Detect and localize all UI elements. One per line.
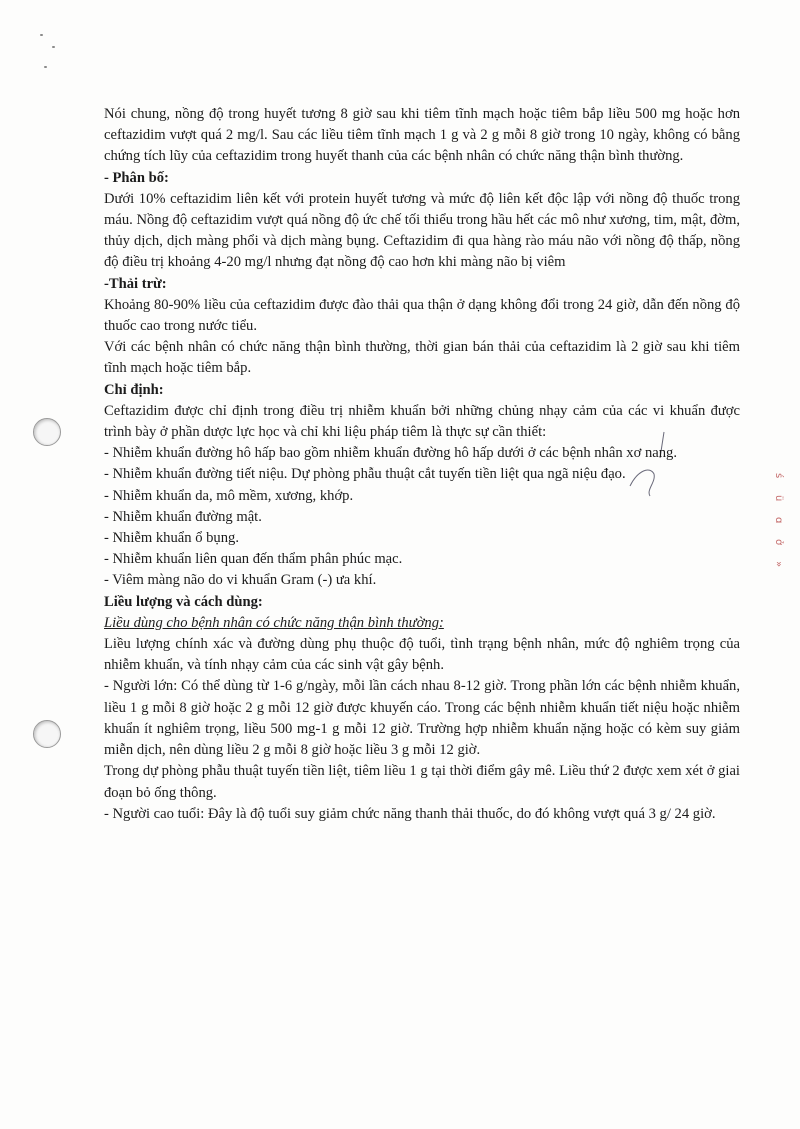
heading-distribution: - Phân bố: xyxy=(104,169,169,186)
paragraph-dosage-intro: Liều lượng chính xác và đường dùng phụ thuộc độ tuổi, tình trạng bệnh nhân, mức độ nghiêm trọng của nhiễm khuẩn, và tính nhạy cảm của các sinh vật gây bệnh. xyxy=(104,636,740,674)
document-body xyxy=(104,104,740,825)
scan-speck xyxy=(40,34,43,36)
paragraph-indications: Ceftazidim được chỉ định trong điều trị nhiễm khuẩn bởi những chủng nhạy cảm của các vi khuẩn được trình bày ở phần dược lực học và chỉ khi liệu pháp tiêm là thực sự cần thiết: xyxy=(104,402,740,441)
list-item: - Nhiễm khuẩn đường hô hấp bao gồm nhiễm khuẩn đường hô hấp dưới ở các bệnh nhân xơ nang. xyxy=(104,445,677,462)
scan-speck xyxy=(52,46,55,48)
paragraph-elimination-1: Khoảng 80-90% liều của ceftazidim được đào thải qua thận ở dạng không đổi trong 24 giờ, dẫn đến nồng độ thuốc cao trong nước tiểu. xyxy=(104,296,740,335)
list-item: - Nhiễm khuẩn liên quan đến thẩm phân phúc mạc. xyxy=(104,551,403,568)
list-item: - Nhiễm khuẩn đường mật. xyxy=(104,508,262,525)
list-item: - Viêm màng não do vi khuẩn Gram (-) ưa khí. xyxy=(104,572,377,589)
scan-speck xyxy=(44,66,47,68)
punch-hole-icon xyxy=(33,418,61,446)
subheading-normal-renal: Liều dùng cho bệnh nhân có chức năng thận bình thường: xyxy=(104,614,444,631)
list-item: - Nhiễm khuẩn da, mô mềm, xương, khớp. xyxy=(104,487,354,504)
margin-stamp-marks: ś ü ɑ ở » xyxy=(773,473,784,568)
heading-indications: Chỉ định: xyxy=(104,381,164,398)
paragraph-distribution: Dưới 10% ceftazidim liên kết với protein huyết tương và mức độ liên kết độc lập với nồng độ thuốc trong máu. Nồng độ ceftazidim vượt quá nồng độ ức chế tối thiểu trong hầu hết các mô như xương, tim, mật, đờm, thủy dịch, dịch màng phổi và dịch màng bụng. Ceftazidim đi qua hàng rào máu não với nồng độ thấp, nồng độ điều trị khoảng 4-20 mg/l nhưng đạt nồng độ cao hơn khi màng não bị viêm xyxy=(104,190,740,271)
punch-hole-icon xyxy=(33,720,61,748)
paragraph-elimination-2: Với các bệnh nhân có chức năng thận bình thường, thời gian bán thải của ceftazidim là 2 giờ sau khi tiêm tĩnh mạch hoặc tiêm bắp. xyxy=(104,339,740,377)
paragraph-plasma-concentration: Nói chung, nồng độ trong huyết tương 8 giờ sau khi tiêm tĩnh mạch hoặc tiêm bắp liều 500 mg hoặc hơn ceftazidim vượt quá 2 mg/l. Sau các liều tiêm tĩnh mạch 1 g và 2 g mỗi 8 giờ trong 10 ngày, không có bằng chứng tích lũy của ceftazidim trong huyết thanh của các bệnh nhân có chức năng thận bình thường. xyxy=(104,106,740,165)
paragraph-prostate-prophylaxis: Trong dự phòng phẫu thuật tuyến tiền liệt, tiêm liều 1 g tại thời điểm gây mê. Liều thứ 2 được xem xét ở giai đoạn bỏ ống thông. xyxy=(104,763,740,801)
heading-dosage: Liều lượng và cách dùng: xyxy=(104,593,263,610)
list-item: - Nhiễm khuẩn ổ bụng. xyxy=(104,530,239,547)
list-item: - Nhiễm khuẩn đường tiết niệu. Dự phòng phẫu thuật cắt tuyến tiền liệt qua ngã niệu đạo. xyxy=(104,466,626,483)
heading-elimination: -Thải trừ: xyxy=(104,275,167,292)
paragraph-elderly: - Người cao tuổi: Đây là độ tuổi suy giảm chức năng thanh thải thuốc, do đó không vượt quá 3 g/ 24 giờ. xyxy=(104,805,716,822)
paragraph-adults: - Người lớn: Có thể dùng từ 1-6 g/ngày, mỗi lần cách nhau 8-12 giờ. Trong phần lớn các bệnh nhiễm khuẩn, liều 1 g mỗi 8 giờ hoặc 2 g mỗi 12 giờ được khuyến cáo. Trong các bệnh nhiễm khuẩn tiết niệu hoặc nhiễm khuẩn ít nghiêm trọng, liều 500 mg-1 g mỗi 12 giờ. Trường hợp nhiễm khuẩn nặng hoặc có kèm suy giảm miễn dịch, nên dùng liều 2 g mỗi 8 giờ hoặc liều 3 g mỗi 12 giờ. xyxy=(104,678,740,759)
